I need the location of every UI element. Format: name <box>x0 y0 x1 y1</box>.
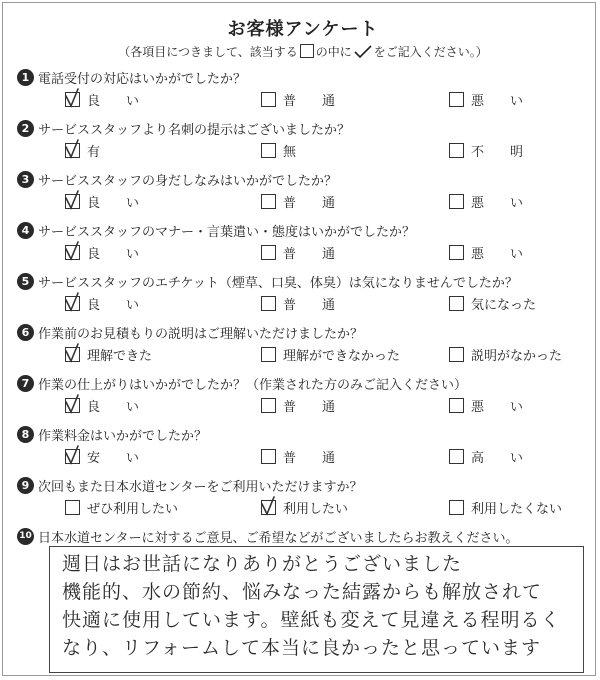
option-label: 悪 い <box>471 247 524 262</box>
question-3 <box>17 169 597 219</box>
checkmark-icon <box>354 45 372 59</box>
checkbox[interactable] <box>261 449 276 464</box>
question-heading <box>17 475 362 495</box>
checkbox[interactable] <box>261 92 276 107</box>
question-text: サービススタッフのマナー・言葉遣い・態度はいかがでしたか？ <box>38 225 416 240</box>
question-heading <box>17 220 415 240</box>
option-label: 理解できた <box>87 349 153 364</box>
handwritten-check-icon <box>63 189 85 211</box>
checkbox[interactable] <box>261 143 276 158</box>
checkbox[interactable] <box>449 500 464 515</box>
checkbox[interactable] <box>449 194 464 209</box>
comment-box[interactable] <box>49 546 584 673</box>
survey-sheet <box>2 2 596 676</box>
handwritten-check-icon <box>63 87 85 109</box>
question-number-badge: 9 <box>17 477 34 494</box>
checkbox[interactable] <box>261 194 276 209</box>
question-heading <box>17 424 207 444</box>
question-number-badge: 10 <box>17 528 34 545</box>
question-number-badge: 4 <box>17 222 34 239</box>
option-label: 良 い <box>87 400 140 415</box>
checkbox[interactable] <box>65 347 80 362</box>
handwritten-check-icon <box>63 444 85 466</box>
question-8 <box>17 424 597 474</box>
checkbox[interactable] <box>65 92 80 107</box>
option-label: 普 通 <box>283 451 336 466</box>
handwritten-line: 週日はお世話になりありがとうございました <box>62 553 463 575</box>
question-6 <box>17 322 597 372</box>
option-label: 利用したくない <box>471 502 563 517</box>
option-label: 良 い <box>87 298 140 313</box>
checkbox[interactable] <box>261 347 276 362</box>
option-label: 利用したい <box>283 502 349 517</box>
question-7 <box>17 373 597 423</box>
question-heading <box>17 169 337 189</box>
question-9 <box>17 475 597 525</box>
option-label: 良 い <box>87 94 140 109</box>
checkbox[interactable] <box>449 296 464 311</box>
option-label: 良 い <box>87 247 140 262</box>
handwritten-line: 快適に使用しています。壁紙も変えて見違える程明るく <box>62 609 561 631</box>
option-label: 普 通 <box>283 196 336 211</box>
question-number-badge: 2 <box>17 120 34 137</box>
checkbox[interactable] <box>261 245 276 260</box>
handwritten-line: 機能的、水の節約、悩みなった結露からも解放されて <box>62 581 543 603</box>
checkbox[interactable] <box>65 398 80 413</box>
handwritten-check-icon <box>63 342 85 364</box>
option-label: 有 <box>87 145 101 160</box>
checkbox-icon <box>300 44 314 58</box>
handwritten-check-icon <box>63 240 85 262</box>
checkbox[interactable] <box>65 245 80 260</box>
checkbox[interactable] <box>65 296 80 311</box>
question-text: 作業料金はいかがでしたか？ <box>38 429 208 444</box>
option-label: 気になった <box>471 298 537 313</box>
handwritten-check-icon <box>63 291 85 313</box>
question-5 <box>17 271 597 321</box>
handwritten-check-icon <box>259 495 281 517</box>
option-label: 普 通 <box>283 400 336 415</box>
option-label: 良 い <box>87 196 140 211</box>
question-10-heading <box>17 526 518 546</box>
instruction-text <box>3 43 600 60</box>
checkbox[interactable] <box>449 347 464 362</box>
instruction-before: （各項目につきまして、該当する <box>118 45 298 59</box>
question-heading <box>17 271 518 291</box>
checkbox[interactable] <box>261 296 276 311</box>
checkbox[interactable] <box>449 245 464 260</box>
option-label: 普 通 <box>283 298 336 313</box>
checkbox[interactable] <box>65 143 80 158</box>
question-1 <box>17 67 597 117</box>
instruction-after: をご記入ください。） <box>373 45 488 59</box>
question-number-badge: 7 <box>17 375 34 392</box>
option-label: 悪 い <box>471 196 524 211</box>
question-heading <box>17 322 363 342</box>
checkbox[interactable] <box>65 194 80 209</box>
question-text: 電話受付の対応はいかがでしたか？ <box>38 72 247 87</box>
question-text: 作業の仕上がりはいかがでしたか？（作業された方のみご記入ください） <box>38 378 468 393</box>
question-text: サービススタッフより名刺の提示はございましたか？ <box>38 123 351 138</box>
checkbox[interactable] <box>449 92 464 107</box>
question-text: 次回もまた日本水道センターをご利用いただけますか？ <box>38 480 363 495</box>
handwritten-check-icon <box>63 138 85 160</box>
question-4 <box>17 220 597 270</box>
question-2 <box>17 118 597 168</box>
question-number-badge: 5 <box>17 273 34 290</box>
option-label: 安 い <box>87 451 140 466</box>
option-label: 不 明 <box>471 145 524 160</box>
option-label: 普 通 <box>283 247 336 262</box>
option-label: 理解ができなかった <box>283 349 401 364</box>
question-heading <box>17 67 246 87</box>
checkbox[interactable] <box>65 500 80 515</box>
question-text: サービススタッフのエチケット（煙草、口臭、体臭）は気になりませんでしたか？ <box>38 276 518 291</box>
checkbox[interactable] <box>261 500 276 515</box>
option-label: 説明がなかった <box>471 349 563 364</box>
question-number-badge: 6 <box>17 324 34 341</box>
handwritten-line: なり、リフォームして本当に良かったと思っています <box>62 637 542 659</box>
option-label: ぜひ利用したい <box>87 502 179 517</box>
question-text: 作業前のお見積もりの説明はご理解いただけましたか？ <box>38 327 364 342</box>
option-label: 高 い <box>471 451 524 466</box>
question-number-badge: 3 <box>17 171 34 188</box>
question-number-badge: 1 <box>17 69 34 86</box>
checkbox[interactable] <box>449 398 464 413</box>
page-title: お客様アンケート <box>227 19 379 40</box>
checkbox[interactable] <box>449 143 464 158</box>
option-label: 悪 い <box>471 94 524 109</box>
checkbox[interactable] <box>65 449 80 464</box>
option-label: 普 通 <box>283 94 336 109</box>
checkbox[interactable] <box>449 449 464 464</box>
question-number-badge: 8 <box>17 426 34 443</box>
option-label: 無 <box>283 145 297 160</box>
question-10-text: 日本水道センターに対するご意見、ご希望などがございましたらお教えください。 <box>38 531 519 546</box>
instruction-middle: の中に <box>315 45 352 59</box>
handwritten-check-icon <box>63 393 85 415</box>
question-text: サービススタッフの身だしなみはいかがでしたか？ <box>38 174 338 189</box>
option-label: 悪 い <box>471 400 524 415</box>
question-heading <box>17 373 467 393</box>
checkbox[interactable] <box>261 398 276 413</box>
question-heading <box>17 118 350 138</box>
